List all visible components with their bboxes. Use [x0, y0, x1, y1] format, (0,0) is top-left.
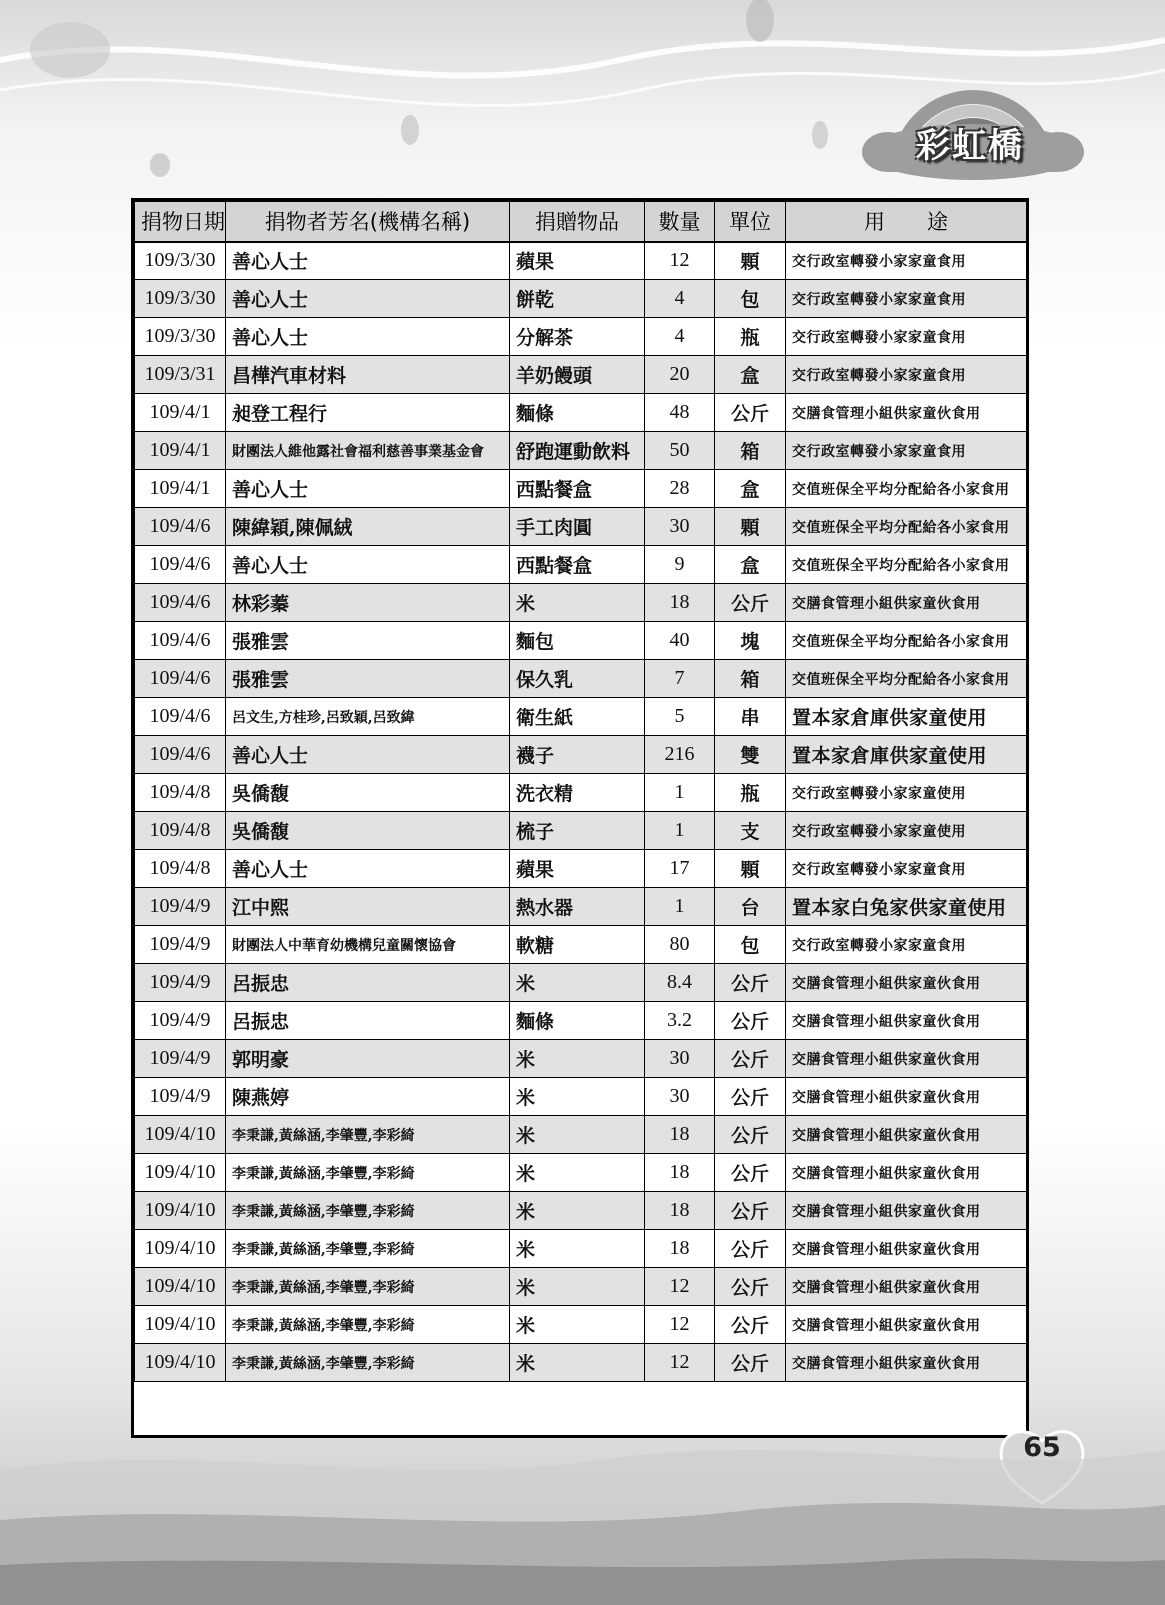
cell-quantity: 7: [645, 660, 715, 698]
cell-usage: 交值班保全平均分配給各小家食用: [786, 622, 1027, 660]
cell-usage: 交膳食管理小組供家童伙食用: [786, 394, 1027, 432]
cell-usage: 交行政室轉發小家家童食用: [786, 850, 1027, 888]
cell-quantity: 12: [645, 1344, 715, 1382]
cell-item: 梳子: [510, 812, 645, 850]
cell-quantity: 30: [645, 1040, 715, 1078]
cell-usage: 交膳食管理小組供家童伙食用: [786, 1002, 1027, 1040]
cell-item: 餅乾: [510, 280, 645, 318]
cell-date: 109/4/9: [135, 888, 226, 926]
cell-unit: 公斤: [715, 1306, 786, 1344]
cell-donor: 善心人士: [226, 736, 510, 774]
table-row: [135, 850, 1027, 888]
cell-item: 米: [510, 964, 645, 1002]
cell-quantity: 18: [645, 1154, 715, 1192]
table-row: [135, 470, 1027, 508]
page-number: 65: [1023, 1432, 1061, 1463]
cell-donor: 昌樺汽車材料: [226, 356, 510, 394]
cell-usage: 交膳食管理小組供家童伙食用: [786, 1040, 1027, 1078]
cell-quantity: 1: [645, 812, 715, 850]
table-row: [135, 242, 1027, 280]
table-row: [135, 1268, 1027, 1306]
cell-usage: 交膳食管理小組供家童伙食用: [786, 1078, 1027, 1116]
cell-usage: 交行政室轉發小家家童食用: [786, 356, 1027, 394]
table-header-row: [135, 202, 1027, 242]
cell-donor: 呂振忠: [226, 1002, 510, 1040]
cell-unit: 公斤: [715, 1344, 786, 1382]
cell-date: 109/4/9: [135, 964, 226, 1002]
cell-date: 109/4/6: [135, 622, 226, 660]
cell-quantity: 18: [645, 1192, 715, 1230]
cell-date: 109/4/6: [135, 698, 226, 736]
cell-item: 米: [510, 1192, 645, 1230]
cell-quantity: 12: [645, 1268, 715, 1306]
cell-unit: 包: [715, 280, 786, 318]
cell-unit: 公斤: [715, 964, 786, 1002]
cell-quantity: 18: [645, 1230, 715, 1268]
cell-item: 洗衣精: [510, 774, 645, 812]
cell-unit: 顆: [715, 242, 786, 280]
cell-donor: 李秉謙,黃絲涵,李肇豐,李彩綺: [226, 1154, 510, 1192]
table-row: [135, 546, 1027, 584]
cell-donor: 昶登工程行: [226, 394, 510, 432]
cell-donor: 江中熙: [226, 888, 510, 926]
cell-date: 109/4/1: [135, 394, 226, 432]
cell-usage: 交膳食管理小組供家童伙食用: [786, 1192, 1027, 1230]
cell-usage: 交值班保全平均分配給各小家食用: [786, 508, 1027, 546]
header-date: 捐物日期: [135, 202, 226, 242]
cell-item: 麵條: [510, 394, 645, 432]
cell-item: 米: [510, 584, 645, 622]
cell-quantity: 12: [645, 1306, 715, 1344]
cell-item: 蘋果: [510, 850, 645, 888]
table-row: [135, 698, 1027, 736]
cell-item: 米: [510, 1078, 645, 1116]
cell-usage: 交膳食管理小組供家童伙食用: [786, 1154, 1027, 1192]
cell-quantity: 4: [645, 280, 715, 318]
cell-unit: 公斤: [715, 1154, 786, 1192]
cell-quantity: 30: [645, 1078, 715, 1116]
table-row: [135, 1154, 1027, 1192]
table-row: [135, 584, 1027, 622]
cell-unit: 公斤: [715, 1116, 786, 1154]
cell-usage: 交行政室轉發小家家童使用: [786, 774, 1027, 812]
cell-donor: 林彩蓁: [226, 584, 510, 622]
table-row: [135, 1230, 1027, 1268]
cell-unit: 公斤: [715, 1040, 786, 1078]
cell-usage: 交值班保全平均分配給各小家食用: [786, 546, 1027, 584]
cell-quantity: 20: [645, 356, 715, 394]
donation-table: [131, 198, 1029, 1438]
cell-item: 米: [510, 1040, 645, 1078]
cell-date: 109/4/8: [135, 850, 226, 888]
cell-donor: 吳僑馥: [226, 812, 510, 850]
cell-item: 軟糖: [510, 926, 645, 964]
table-row: [135, 1192, 1027, 1230]
cell-quantity: 5: [645, 698, 715, 736]
cell-unit: 盒: [715, 470, 786, 508]
cell-date: 109/4/9: [135, 1040, 226, 1078]
cell-item: 襪子: [510, 736, 645, 774]
table-row: [135, 1116, 1027, 1154]
cell-usage: 交值班保全平均分配給各小家食用: [786, 660, 1027, 698]
cell-unit: 公斤: [715, 1078, 786, 1116]
cell-quantity: 28: [645, 470, 715, 508]
cell-quantity: 3.2: [645, 1002, 715, 1040]
cell-item: 手工肉圓: [510, 508, 645, 546]
cell-usage: 交行政室轉發小家家童食用: [786, 926, 1027, 964]
cell-donor: 吳僑馥: [226, 774, 510, 812]
cell-donor: 善心人士: [226, 850, 510, 888]
cell-donor: 善心人士: [226, 470, 510, 508]
cell-usage: 交值班保全平均分配給各小家食用: [786, 470, 1027, 508]
cell-date: 109/3/30: [135, 280, 226, 318]
header-item: 捐贈物品: [510, 202, 645, 242]
cell-unit: 雙: [715, 736, 786, 774]
cell-usage: 置本家白兔家供家童使用: [786, 888, 1027, 926]
cell-unit: 公斤: [715, 394, 786, 432]
cell-date: 109/3/31: [135, 356, 226, 394]
cell-quantity: 50: [645, 432, 715, 470]
cell-item: 米: [510, 1230, 645, 1268]
cell-unit: 顆: [715, 508, 786, 546]
cell-donor: 張雅雲: [226, 660, 510, 698]
cell-unit: 瓶: [715, 774, 786, 812]
table-row: [135, 622, 1027, 660]
cell-usage: 交膳食管理小組供家童伙食用: [786, 1268, 1027, 1306]
table-row: [135, 660, 1027, 698]
cell-date: 109/4/6: [135, 736, 226, 774]
cell-item: 麵條: [510, 1002, 645, 1040]
cell-unit: 串: [715, 698, 786, 736]
cell-item: 米: [510, 1306, 645, 1344]
cell-unit: 公斤: [715, 1002, 786, 1040]
header-unit: 單位: [715, 202, 786, 242]
cell-date: 109/4/10: [135, 1116, 226, 1154]
cell-item: 西點餐盒: [510, 470, 645, 508]
cell-donor: 李秉謙,黃絲涵,李肇豐,李彩綺: [226, 1268, 510, 1306]
cell-unit: 公斤: [715, 1230, 786, 1268]
cell-unit: 箱: [715, 660, 786, 698]
cell-usage: 置本家倉庫供家童使用: [786, 736, 1027, 774]
table-row: [135, 394, 1027, 432]
cell-donor: 李秉謙,黃絲涵,李肇豐,李彩綺: [226, 1306, 510, 1344]
cell-unit: 支: [715, 812, 786, 850]
header-donor: 捐物者芳名(機構名稱): [226, 202, 510, 242]
cell-date: 109/4/10: [135, 1154, 226, 1192]
table-row: [135, 964, 1027, 1002]
cell-donor: 李秉謙,黃絲涵,李肇豐,李彩綺: [226, 1230, 510, 1268]
header-quantity: 數量: [645, 202, 715, 242]
cell-usage: 交膳食管理小組供家童伙食用: [786, 964, 1027, 1002]
cell-donor: 張雅雲: [226, 622, 510, 660]
cell-usage: 交行政室轉發小家家童食用: [786, 432, 1027, 470]
cell-quantity: 12: [645, 242, 715, 280]
cell-item: 分解茶: [510, 318, 645, 356]
cell-item: 保久乳: [510, 660, 645, 698]
cell-item: 米: [510, 1344, 645, 1382]
table-row: [135, 318, 1027, 356]
cell-date: 109/4/6: [135, 508, 226, 546]
cell-item: 熱水器: [510, 888, 645, 926]
cell-quantity: 40: [645, 622, 715, 660]
cell-unit: 公斤: [715, 1268, 786, 1306]
cell-donor: 財團法人中華育幼機構兒童關懷協會: [226, 926, 510, 964]
background-landscape: [0, 1400, 1165, 1605]
table-body: [135, 242, 1027, 1382]
cell-usage: 交行政室轉發小家家童食用: [786, 242, 1027, 280]
cell-unit: 包: [715, 926, 786, 964]
cell-quantity: 48: [645, 394, 715, 432]
table-row: [135, 356, 1027, 394]
cell-unit: 盒: [715, 356, 786, 394]
cell-donor: 善心人士: [226, 546, 510, 584]
cell-usage: 交膳食管理小組供家童伙食用: [786, 1230, 1027, 1268]
cell-donor: 善心人士: [226, 242, 510, 280]
cell-donor: 善心人士: [226, 318, 510, 356]
cell-date: 109/4/10: [135, 1230, 226, 1268]
cell-quantity: 18: [645, 1116, 715, 1154]
cell-item: 米: [510, 1268, 645, 1306]
cell-item: 麵包: [510, 622, 645, 660]
cell-donor: 李秉謙,黃絲涵,李肇豐,李彩綺: [226, 1344, 510, 1382]
cell-donor: 陳緯穎,陳佩絨: [226, 508, 510, 546]
table-row: [135, 1040, 1027, 1078]
table-row: [135, 280, 1027, 318]
cell-unit: 顆: [715, 850, 786, 888]
cell-quantity: 1: [645, 774, 715, 812]
cell-item: 衛生紙: [510, 698, 645, 736]
table-row: [135, 1306, 1027, 1344]
cell-unit: 公斤: [715, 1192, 786, 1230]
cell-date: 109/4/1: [135, 470, 226, 508]
table-row: [135, 508, 1027, 546]
cell-quantity: 9: [645, 546, 715, 584]
cell-item: 米: [510, 1154, 645, 1192]
cell-usage: 交行政室轉發小家家童使用: [786, 812, 1027, 850]
cell-date: 109/3/30: [135, 242, 226, 280]
cell-date: 109/4/10: [135, 1268, 226, 1306]
cell-date: 109/4/8: [135, 774, 226, 812]
cell-donor: 呂振忠: [226, 964, 510, 1002]
table-row: [135, 1078, 1027, 1116]
cell-date: 109/4/9: [135, 926, 226, 964]
cell-unit: 台: [715, 888, 786, 926]
cell-date: 109/4/1: [135, 432, 226, 470]
cell-usage: 交膳食管理小組供家童伙食用: [786, 1306, 1027, 1344]
cell-unit: 公斤: [715, 584, 786, 622]
cell-unit: 瓶: [715, 318, 786, 356]
cell-date: 109/4/6: [135, 660, 226, 698]
table-row: [135, 736, 1027, 774]
table-row: [135, 1344, 1027, 1382]
cell-donor: 李秉謙,黃絲涵,李肇豐,李彩綺: [226, 1116, 510, 1154]
cell-date: 109/4/6: [135, 546, 226, 584]
cell-date: 109/4/10: [135, 1344, 226, 1382]
cell-date: 109/4/10: [135, 1192, 226, 1230]
cell-donor: 呂文生,方桂珍,呂致穎,呂致緯: [226, 698, 510, 736]
cell-usage: 交行政室轉發小家家童食用: [786, 280, 1027, 318]
cell-usage: 交膳食管理小組供家童伙食用: [786, 584, 1027, 622]
cell-quantity: 8.4: [645, 964, 715, 1002]
table-row: [135, 432, 1027, 470]
cell-item: 蘋果: [510, 242, 645, 280]
cell-donor: 李秉謙,黃絲涵,李肇豐,李彩綺: [226, 1192, 510, 1230]
logo-title: 彩虹橋: [916, 126, 1024, 166]
cell-usage: 置本家倉庫供家童使用: [786, 698, 1027, 736]
cell-date: 109/4/6: [135, 584, 226, 622]
cell-item: 舒跑運動飲料: [510, 432, 645, 470]
cell-date: 109/3/30: [135, 318, 226, 356]
cell-quantity: 18: [645, 584, 715, 622]
cell-donor: 善心人士: [226, 280, 510, 318]
header-usage: 用 途: [786, 202, 1027, 242]
cell-donor: 陳燕婷: [226, 1078, 510, 1116]
cell-quantity: 80: [645, 926, 715, 964]
table-row: [135, 774, 1027, 812]
cell-usage: 交膳食管理小組供家童伙食用: [786, 1344, 1027, 1382]
cell-usage: 交膳食管理小組供家童伙食用: [786, 1116, 1027, 1154]
cell-unit: 塊: [715, 622, 786, 660]
cell-item: 西點餐盒: [510, 546, 645, 584]
cell-quantity: 216: [645, 736, 715, 774]
cell-quantity: 30: [645, 508, 715, 546]
cell-date: 109/4/8: [135, 812, 226, 850]
cell-item: 羊奶饅頭: [510, 356, 645, 394]
table-row: [135, 1002, 1027, 1040]
cell-date: 109/4/10: [135, 1306, 226, 1344]
cell-date: 109/4/9: [135, 1078, 226, 1116]
cell-item: 米: [510, 1116, 645, 1154]
cell-unit: 盒: [715, 546, 786, 584]
cell-date: 109/4/9: [135, 1002, 226, 1040]
table-row: [135, 888, 1027, 926]
cell-donor: 郭明豪: [226, 1040, 510, 1078]
cell-donor: 財團法人維他露社會福利慈善事業基金會: [226, 432, 510, 470]
cell-usage: 交行政室轉發小家家童食用: [786, 318, 1027, 356]
cell-quantity: 1: [645, 888, 715, 926]
cell-unit: 箱: [715, 432, 786, 470]
cell-quantity: 17: [645, 850, 715, 888]
cell-quantity: 4: [645, 318, 715, 356]
table-row: [135, 812, 1027, 850]
table-row: [135, 926, 1027, 964]
